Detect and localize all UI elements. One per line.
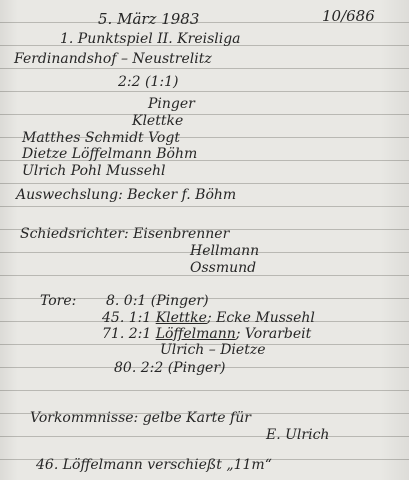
lineup-defence: Matthes Schmidt Vogt <box>22 130 180 146</box>
goal-2 <box>102 310 315 326</box>
lineup-attack: Ulrich Pohl Mussehl <box>22 163 166 179</box>
lineup-midfield: Dietze Löffelmann Böhm <box>22 146 198 162</box>
goal-2-assist: ; Ecke Mussehl <box>206 310 315 326</box>
goal-3-minute: 71. 2:1 <box>102 326 152 342</box>
goal-1: 8. 0:1 (Pinger) <box>106 293 209 309</box>
match-title: 1. Punktspiel II. Kreisliga <box>60 31 241 47</box>
goal-2-minute: 45. 1:1 <box>102 310 152 326</box>
date: 5. März 1983 <box>98 10 200 28</box>
incidents-line-1: Vorkommnisse: gelbe Karte für <box>30 410 251 426</box>
referee-assistant-2: Ossmund <box>190 260 257 276</box>
goal-3-scorer: Löffelmann <box>155 326 236 342</box>
goal-3-continuation: Ulrich – Dietze <box>160 342 266 358</box>
referee-main: Schiedsrichter: Eisenbrenner <box>20 226 230 242</box>
goal-3-assist: ; Vorarbeit <box>235 326 312 342</box>
goals-label: Tore: <box>40 293 77 309</box>
referee-assistant-1: Hellmann <box>190 243 260 259</box>
goal-4: 80. 2:2 (Pinger) <box>114 360 226 376</box>
incidents-line-2: E. Ulrich <box>266 427 330 443</box>
match-score: 2:2 (1:1) <box>118 74 179 90</box>
page-number: 10/686 <box>322 7 375 25</box>
lineup-sweeper: Klettke <box>132 113 184 129</box>
goal-2-scorer: Klettke <box>155 310 207 326</box>
lineup-goalkeeper: Pinger <box>148 96 195 112</box>
goal-3 <box>102 326 311 342</box>
substitution: Auswechslung: Becker f. Böhm <box>16 187 237 203</box>
match-teams: Ferdinandshof – Neustrelitz <box>14 51 212 67</box>
incidents-line-3: 46. Löffelmann verschießt „11m“ <box>36 457 272 473</box>
